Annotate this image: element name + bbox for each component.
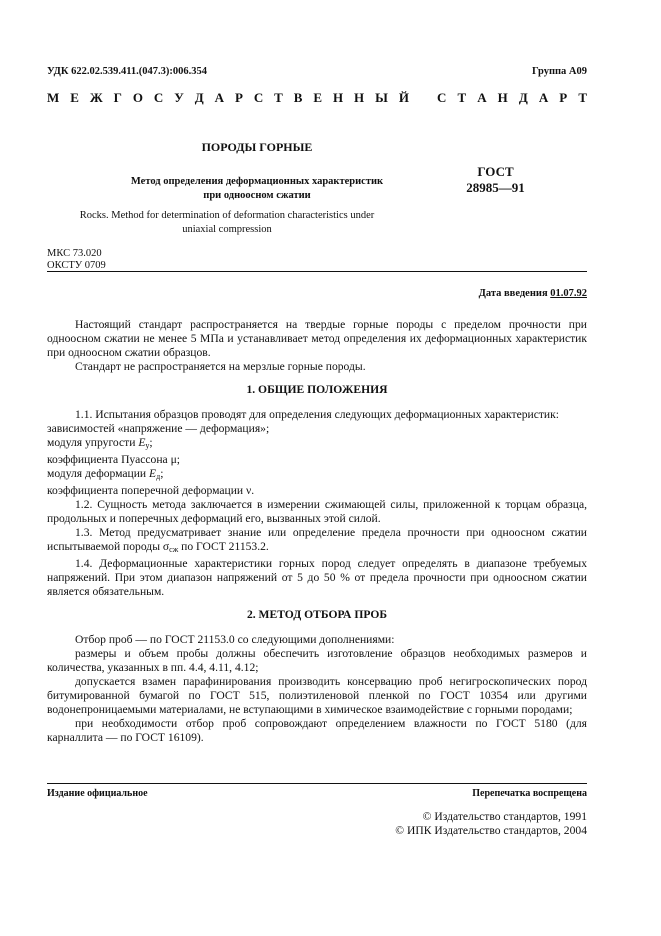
banner-letter: Ы bbox=[375, 90, 388, 105]
banner-letter: С bbox=[153, 90, 164, 105]
banner-letter: А bbox=[477, 90, 487, 105]
gost-label: ГОСТ bbox=[477, 164, 514, 179]
effective-date-label: Дата введения bbox=[478, 288, 548, 299]
banner-letter: С bbox=[437, 90, 447, 105]
document-title: ПОРОДЫ ГОРНЫЕ bbox=[201, 140, 313, 154]
subtitle-line1: Метод определения деформационных характеристик bbox=[130, 176, 384, 187]
banner-letter: Д bbox=[518, 90, 528, 105]
list-item: коэффициента Пуассона μ; bbox=[47, 453, 180, 466]
section2-paragraph: Отбор проб — по ГОСТ 21153.0 со следующими дополнениями: bbox=[75, 633, 395, 646]
list-item-text: модуля деформации bbox=[47, 467, 150, 480]
subscript: д bbox=[156, 472, 161, 481]
list-item bbox=[47, 467, 587, 484]
banner-letter: А bbox=[538, 90, 549, 105]
gost-designation bbox=[458, 164, 533, 196]
banner-letter: М bbox=[47, 90, 60, 105]
list-item bbox=[47, 436, 587, 453]
list-item-punct: ; bbox=[160, 467, 164, 480]
section2-paragraph: допускается взамен парафинирования производить консервацию проб негигроскопических пород битумированной бумагой по ГОСТ 515, полиэтиленовой пленкой по ГОСТ 10354 или другими водонепроницаемыми материалами, не вступающими в химическое взаимодействие с горными породами; bbox=[47, 675, 587, 716]
banner-letter: С bbox=[253, 90, 264, 105]
footer-divider bbox=[47, 783, 587, 784]
section-heading: 1. ОБЩИЕ ПОЛОЖЕНИЯ bbox=[246, 383, 388, 396]
clause-1-4: 1.4. Деформационные характеристики горных пород следует определять в диапазоне требуемых напряжений. При этом диапазон напряжений от 5 до 50 % от предела прочности при одноосном сжатии является обязательным. bbox=[47, 557, 587, 598]
clause-text: 1.3. Метод предусматривает знание или определение предела прочности при одноосном сжатии испытываемой породы σ bbox=[47, 526, 587, 553]
variable-symbol: E bbox=[149, 467, 157, 480]
subtitle-line2: при одноосном сжатии bbox=[203, 190, 311, 201]
gost-number: 28985—91 bbox=[466, 180, 525, 195]
banner-letter: Т bbox=[457, 90, 467, 105]
banner-letter: О bbox=[132, 90, 143, 105]
list-item: зависимостей «напряжение — деформация»; bbox=[47, 422, 270, 435]
banner-letter: Н bbox=[354, 90, 365, 105]
section-heading: 2. МЕТОД ОТБОРА ПРОБ bbox=[246, 608, 388, 621]
reprint-prohibited: Перепечатка воспрещена bbox=[472, 788, 587, 799]
banner-letter: Р bbox=[559, 90, 568, 105]
section2-paragraph: при необходимости отбор проб сопровождают определением влажности по ГОСТ 5180 (для карналлита — по ГОСТ 16109). bbox=[47, 717, 587, 744]
banner-letter: Ж bbox=[89, 90, 103, 105]
header-divider bbox=[47, 271, 587, 272]
clause-1-2: 1.2. Сущность метода заключается в измерении сжимающей силы, приложенной к торцам образца, продольных и поперечных деформаций его, вызванных этой силой. bbox=[47, 498, 587, 525]
copyright-line2: © ИПК Издательство стандартов, 2004 bbox=[395, 824, 587, 837]
interstate-standard-banner bbox=[47, 90, 587, 106]
group-code: Группа А09 bbox=[531, 66, 587, 77]
effective-date-value: 01.07.92 bbox=[550, 288, 587, 299]
classification-codes bbox=[47, 248, 106, 272]
clause-text: по ГОСТ 21153.2. bbox=[178, 540, 269, 553]
udc-code: УДК 622.02.539.411.(047.3):006.354 bbox=[47, 66, 208, 77]
mks-code: МКС 73.020 bbox=[47, 248, 102, 259]
effective-date bbox=[479, 288, 587, 299]
banner-letter: Е bbox=[70, 90, 79, 105]
intro-paragraph: Настоящий стандарт распространяется на твердые горные породы с пределом прочности при одноосном сжатии не менее 5 МПа и устанавливает метод определения их деформационных характеристик при одноосном сжатии образцов. bbox=[47, 318, 587, 359]
list-item-text: модуля упругости bbox=[47, 436, 139, 449]
banner-letter: Г bbox=[113, 90, 122, 105]
intro-paragraph: Стандарт не распространяется на мерзлые горные породы. bbox=[75, 360, 366, 373]
okstu-code: ОКСТУ 0709 bbox=[47, 260, 106, 271]
english-title-line1: Rocks. Method for determination of deformation characteristics under bbox=[79, 210, 375, 221]
copyright-line1: © Издательство стандартов, 1991 bbox=[422, 810, 587, 823]
variable-symbol: E bbox=[138, 436, 146, 449]
interstate-word bbox=[47, 90, 409, 106]
banner-letter: А bbox=[214, 90, 224, 105]
english-title bbox=[47, 209, 407, 237]
banner-letter: У bbox=[174, 90, 184, 105]
clause-1-1: 1.1. Испытания образцов проводят для определения следующих деформационных характеристик: bbox=[75, 408, 559, 421]
subscript: сж bbox=[169, 545, 179, 554]
standard-word bbox=[437, 90, 587, 106]
banner-letter: В bbox=[293, 90, 303, 105]
list-item: коэффициента поперечной деформации ν. bbox=[47, 484, 255, 497]
banner-letter: Н bbox=[332, 90, 344, 105]
official-edition: Издание официальное bbox=[47, 788, 148, 799]
title-block bbox=[47, 140, 427, 203]
banner-letter: Т bbox=[274, 90, 283, 105]
banner-letter: Н bbox=[497, 90, 508, 105]
subscript: у bbox=[145, 441, 150, 450]
document-subtitle bbox=[87, 175, 427, 203]
copyright bbox=[395, 810, 587, 838]
banner-letter: Е bbox=[313, 90, 323, 105]
banner-letter: Д bbox=[194, 90, 204, 105]
section2-paragraph: размеры и объем пробы должны обеспечить изготовление образцов необходимых размеров и количества, указанных в пп. 4.4, 4.11, 4.12; bbox=[47, 647, 587, 674]
english-title-line2: uniaxial compression bbox=[182, 224, 272, 235]
clause-1-3 bbox=[47, 526, 587, 557]
banner-letter: Р bbox=[234, 90, 243, 105]
banner-letter: Т bbox=[578, 90, 587, 105]
list-item-punct: ; bbox=[149, 436, 153, 449]
document-body bbox=[47, 318, 587, 745]
banner-letter: Й bbox=[398, 90, 409, 105]
